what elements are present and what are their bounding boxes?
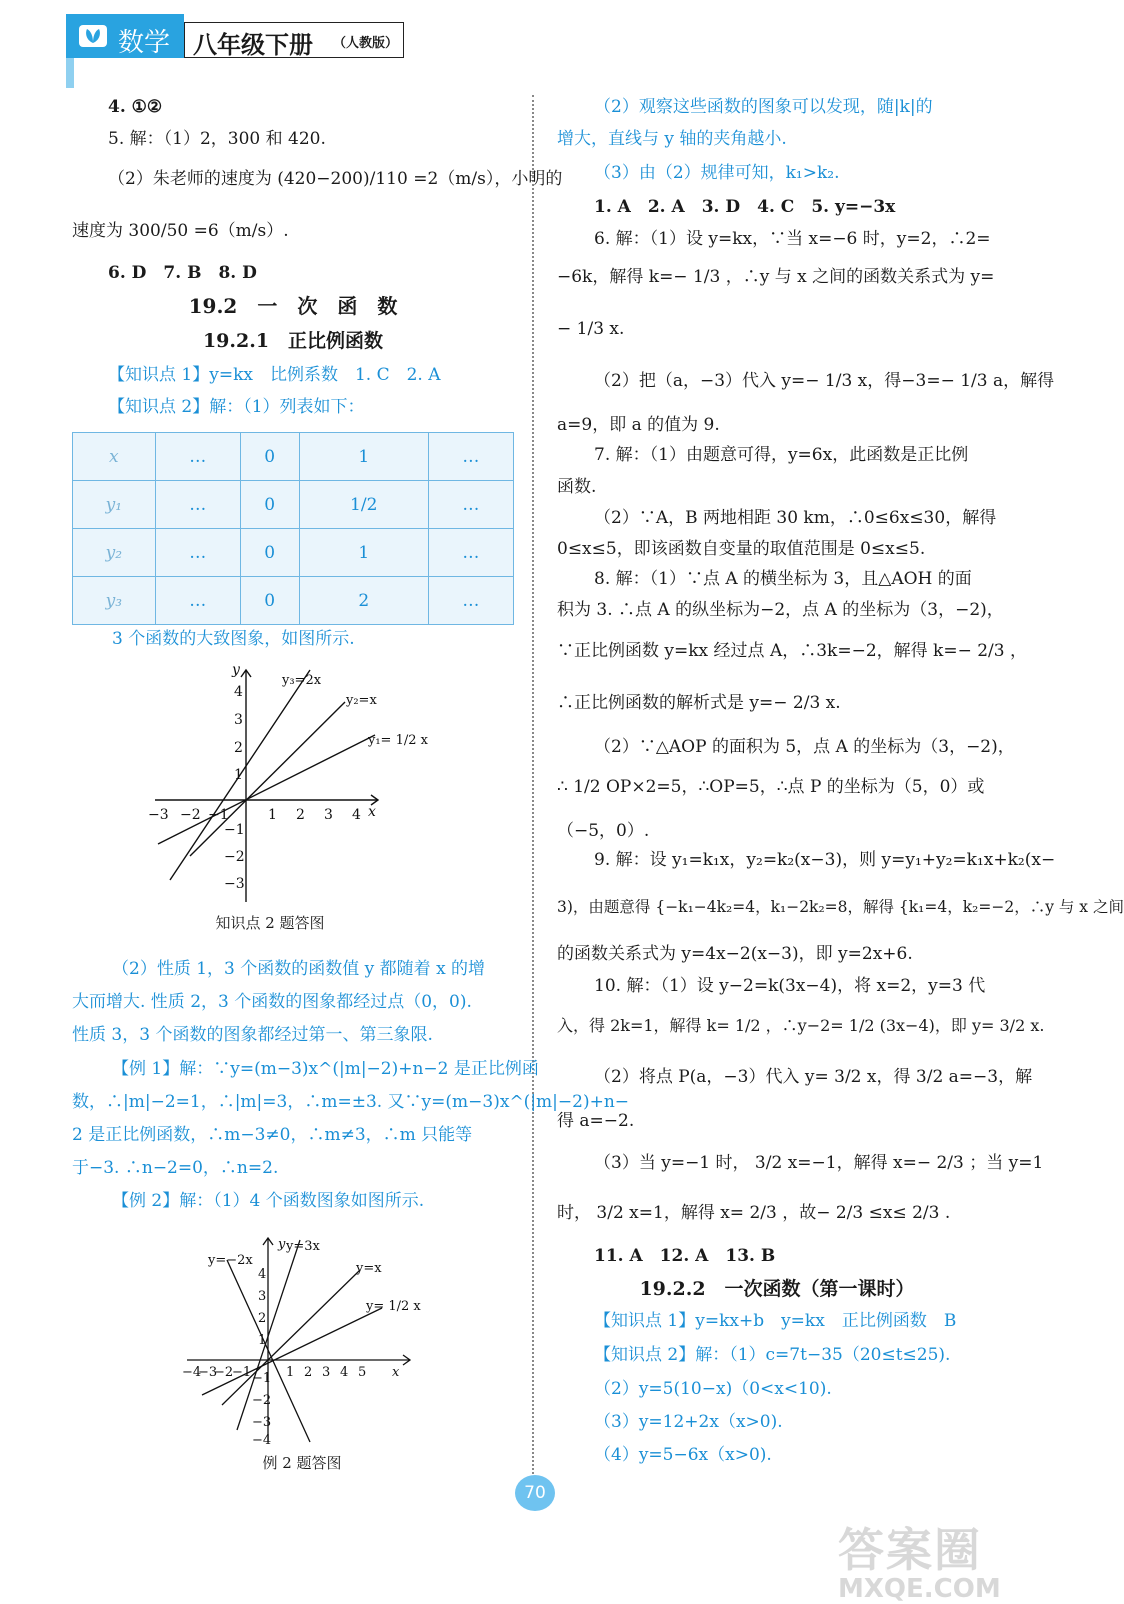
right-line: 9. 解：设 y₁=k₁x，y₂=k₂(x−3)，则 y=y₁+y₂=k₁x+k₂(x−	[594, 850, 1056, 870]
right-line: （2）将点 P(a，−3）代入 y= 3/2 x，得 3/2 a=−3，解	[594, 1067, 1033, 1087]
svg-text:3: 3	[324, 807, 333, 823]
svg-text:3: 3	[322, 1365, 331, 1380]
line-label: y₁= 1/2 x	[368, 733, 428, 748]
watermark-logo-text: 答案圈	[838, 1523, 982, 1577]
example-1-line-4: 于−3. ∴n−2=0，∴n=2.	[72, 1158, 279, 1178]
property-line-1: （2）性质 1，3 个函数的函数值 y 都随着 x 的增	[112, 959, 486, 979]
right-line: 6. 解：（1）设 y=kx，∵当 x=−6 时，y=2，∴2=	[594, 229, 991, 249]
graph-2-caption: 例 2 题答图	[262, 1454, 342, 1472]
right-line: 【知识点 2】解：（1）c=7t−35（20≤t≤25).	[594, 1345, 951, 1365]
answer-5: 5. 解：（1）2，300 和 420.	[108, 129, 326, 149]
example-1-line-2: 数，∴|m|−2=1，∴|m|=3，∴m=±3. 又∵y=(m−3)x^(|m|−2)+n−	[72, 1092, 630, 1112]
answers-6-8: 6. D 7. B 8. D	[108, 263, 257, 283]
page-number: 70	[515, 1475, 555, 1511]
line-label: y= 1/2 x	[366, 1299, 421, 1314]
column-divider	[532, 95, 534, 1490]
x-axis-label: x	[392, 1365, 400, 1380]
knowledge-point-1: 【知识点 1】y=kx 比例系数 1. C 2. A	[108, 365, 441, 385]
svg-text:5: 5	[358, 1365, 367, 1380]
answer-5-2: （2）朱老师的速度为 (420−200)/110 =2（m/s），小明的	[108, 169, 563, 189]
graph-1	[148, 662, 428, 912]
line-label: y₂=x	[346, 693, 377, 708]
svg-text:−2: −2	[180, 807, 201, 823]
table-row: y₃ … 0 2 …	[73, 577, 514, 625]
example-1-line-1: 【例 1】解：∵y=(m−3)x^(|m|−2)+n−2 是正比例函	[112, 1059, 539, 1079]
subsection-title-2: 19.2.2 一次函数（第一课时）	[639, 1278, 915, 1300]
svg-text:2: 2	[304, 1365, 313, 1380]
right-line: 入，得 2k=1，解得 k= 1/2 ，∴y−2= 1/2 (3x−4)，即 y= 3/2 x.	[557, 1016, 1045, 1035]
svg-text:−4: −4	[182, 1365, 202, 1380]
right-line: −6k，解得 k=− 1/3 ，∴y 与 x 之间的函数关系式为 y=	[557, 267, 995, 287]
right-line: （3）y=12+2x（x>0).	[594, 1412, 783, 1432]
graph-intro: 3 个函数的大致图象，如图所示.	[112, 629, 355, 649]
right-line: 7. 解：（1）由题意可得，y=6x，此函数是正比例	[594, 445, 969, 465]
svg-text:4: 4	[234, 684, 243, 700]
right-line: 1. A 2. A 3. D 4. C 5. y=−3x	[594, 197, 896, 217]
right-line: 时， 3/2 x=1，解得 x= 2/3 ，故− 2/3 ≤x≤ 2/3 .	[557, 1203, 951, 1223]
watermark-url: MXQE.COM	[838, 1574, 1001, 1604]
right-line: （2）把（a，−3）代入 y=− 1/3 x，得−3=− 1/3 a，解得	[594, 371, 1055, 391]
right-line: 【知识点 1】y=kx+b y=kx 正比例函数 B	[594, 1311, 957, 1331]
svg-text:−2: −2	[214, 1365, 234, 1380]
property-line-2: 大而增大. 性质 2，3 个函数的图象都经过点（0，0).	[72, 992, 472, 1012]
subsection-title: 19.2.1 正比例函数	[202, 330, 384, 352]
subject-label: 数学	[118, 28, 171, 58]
right-line: 增大，直线与 y 轴的夹角越小.	[557, 129, 787, 149]
right-line: ∴ 1/2 OP×2=5，∴OP=5，∴点 P 的坐标为（5，0）或	[557, 777, 985, 797]
svg-text:−1: −1	[224, 822, 245, 838]
svg-text:3: 3	[258, 1289, 267, 1304]
svg-text:−3: −3	[198, 1365, 218, 1380]
right-line: 11. A 12. A 13. B	[594, 1246, 776, 1266]
svg-text:1: 1	[234, 767, 243, 783]
svg-text:2: 2	[234, 740, 243, 756]
svg-text:3: 3	[234, 712, 243, 728]
header-stripe	[66, 58, 74, 88]
y-axis-label: y	[232, 662, 240, 678]
table-row: x … 0 1 …	[73, 433, 514, 481]
graph-1-caption: 知识点 2 题答图	[215, 914, 325, 932]
right-line: （4）y=5−6x（x>0).	[594, 1445, 772, 1465]
grade-label: 八年级下册	[193, 31, 313, 59]
svg-text:−1: −1	[252, 1371, 272, 1386]
y-axis-label: y	[278, 1237, 286, 1252]
right-line: （2）∵A，B 两地相距 30 km，∴0≤6x≤30，解得	[594, 508, 997, 528]
leaf-icon	[78, 24, 108, 48]
right-line: ∴正比例函数的解析式是 y=− 2/3 x.	[557, 693, 841, 713]
right-line: − 1/3 x.	[557, 319, 625, 339]
right-line: （2）观察这些函数的图象可以发现，随|k|的	[594, 97, 933, 117]
svg-text:2: 2	[258, 1311, 267, 1326]
right-line: 函数.	[557, 477, 597, 497]
example-1-line-3: 2 是正比例函数，∴m−3≠0，∴m≠3，∴m 只能等	[72, 1125, 473, 1145]
edition-label: （人教版）	[333, 36, 399, 51]
right-line: ∵正比例函数 y=kx 经过点 A，∴3k=−2，解得 k=− 2/3 ，	[557, 641, 1028, 661]
svg-text:−3: −3	[224, 876, 245, 892]
knowledge-point-2: 【知识点 2】解：（1）列表如下：	[108, 397, 365, 417]
svg-text:−3: −3	[148, 807, 169, 823]
line-label: y=−2x	[208, 1253, 253, 1268]
right-line: 10. 解：（1）设 y−2=k(3x−4)，将 x=2，y=3 代	[594, 976, 986, 996]
grade-box	[184, 22, 404, 58]
property-line-3: 性质 3，3 个函数的图象都经过第一、第三象限.	[72, 1025, 433, 1045]
line-label: y=3x	[286, 1239, 320, 1254]
svg-text:1: 1	[286, 1365, 295, 1380]
table-row: y₁ … 0 1/2 …	[73, 481, 514, 529]
svg-text:−3: −3	[252, 1415, 272, 1430]
svg-text:4: 4	[340, 1365, 349, 1380]
svg-text:4: 4	[352, 807, 361, 823]
example-2-line-1: 【例 2】解：（1）4 个函数图象如图所示.	[112, 1191, 425, 1211]
svg-text:2: 2	[296, 807, 305, 823]
svg-text:−1: −1	[232, 1365, 252, 1380]
watermark	[838, 1514, 1033, 1604]
answer-5-2-cont: 速度为 300/50 =6（m/s）.	[72, 221, 289, 241]
right-line: 3)，由题意得 {−k₁−4k₂=4，k₁−2k₂=8，解得 {k₁=4，k₂=−2，∴y 与 x 之间	[557, 898, 1124, 916]
svg-text:4: 4	[258, 1267, 267, 1282]
table-row: y₂ … 0 1 …	[73, 529, 514, 577]
line-label: y=x	[356, 1261, 382, 1276]
right-line: 的函数关系式为 y=4x−2(x−3)，即 y=2x+6.	[557, 944, 913, 964]
line-label: y₃=2x	[282, 673, 322, 688]
x-axis-label: x	[368, 804, 376, 820]
right-line: （3）当 y=−1 时， 3/2 x=−1，解得 x=− 2/3 ；当 y=1	[594, 1153, 1044, 1173]
answer-4: 4. ①②	[108, 97, 163, 117]
value-table	[72, 432, 514, 625]
right-line: （3）由（2）规律可知，k₁>k₂.	[594, 163, 840, 183]
svg-text:1: 1	[268, 807, 277, 823]
svg-text:−1: −1	[208, 807, 229, 823]
right-line: 积为 3. ∴点 A 的纵坐标为−2，点 A 的坐标为（3，−2)，	[557, 600, 1004, 620]
right-line: （2）∵△AOP 的面积为 5，点 A 的坐标为（3，−2)，	[594, 737, 1015, 757]
graph-2	[182, 1230, 422, 1450]
svg-text:−4: −4	[252, 1433, 272, 1448]
right-line: 8. 解：（1）∵点 A 的横坐标为 3，且△AOH 的面	[594, 569, 972, 589]
svg-text:−2: −2	[252, 1393, 272, 1408]
right-line: 得 a=−2.	[557, 1111, 635, 1131]
svg-text:1: 1	[258, 1333, 267, 1348]
subject-tab	[66, 14, 184, 58]
section-title: 19.2 一 次 函 数	[188, 294, 398, 318]
svg-text:−2: −2	[224, 849, 245, 865]
right-line: a=9，即 a 的值为 9.	[557, 415, 720, 435]
right-line: （2）y=5(10−x)（0<x<10).	[594, 1379, 832, 1399]
right-line: （−5，0）.	[557, 821, 650, 841]
right-line: 0≤x≤5，即该函数自变量的取值范围是 0≤x≤5.	[557, 539, 926, 559]
